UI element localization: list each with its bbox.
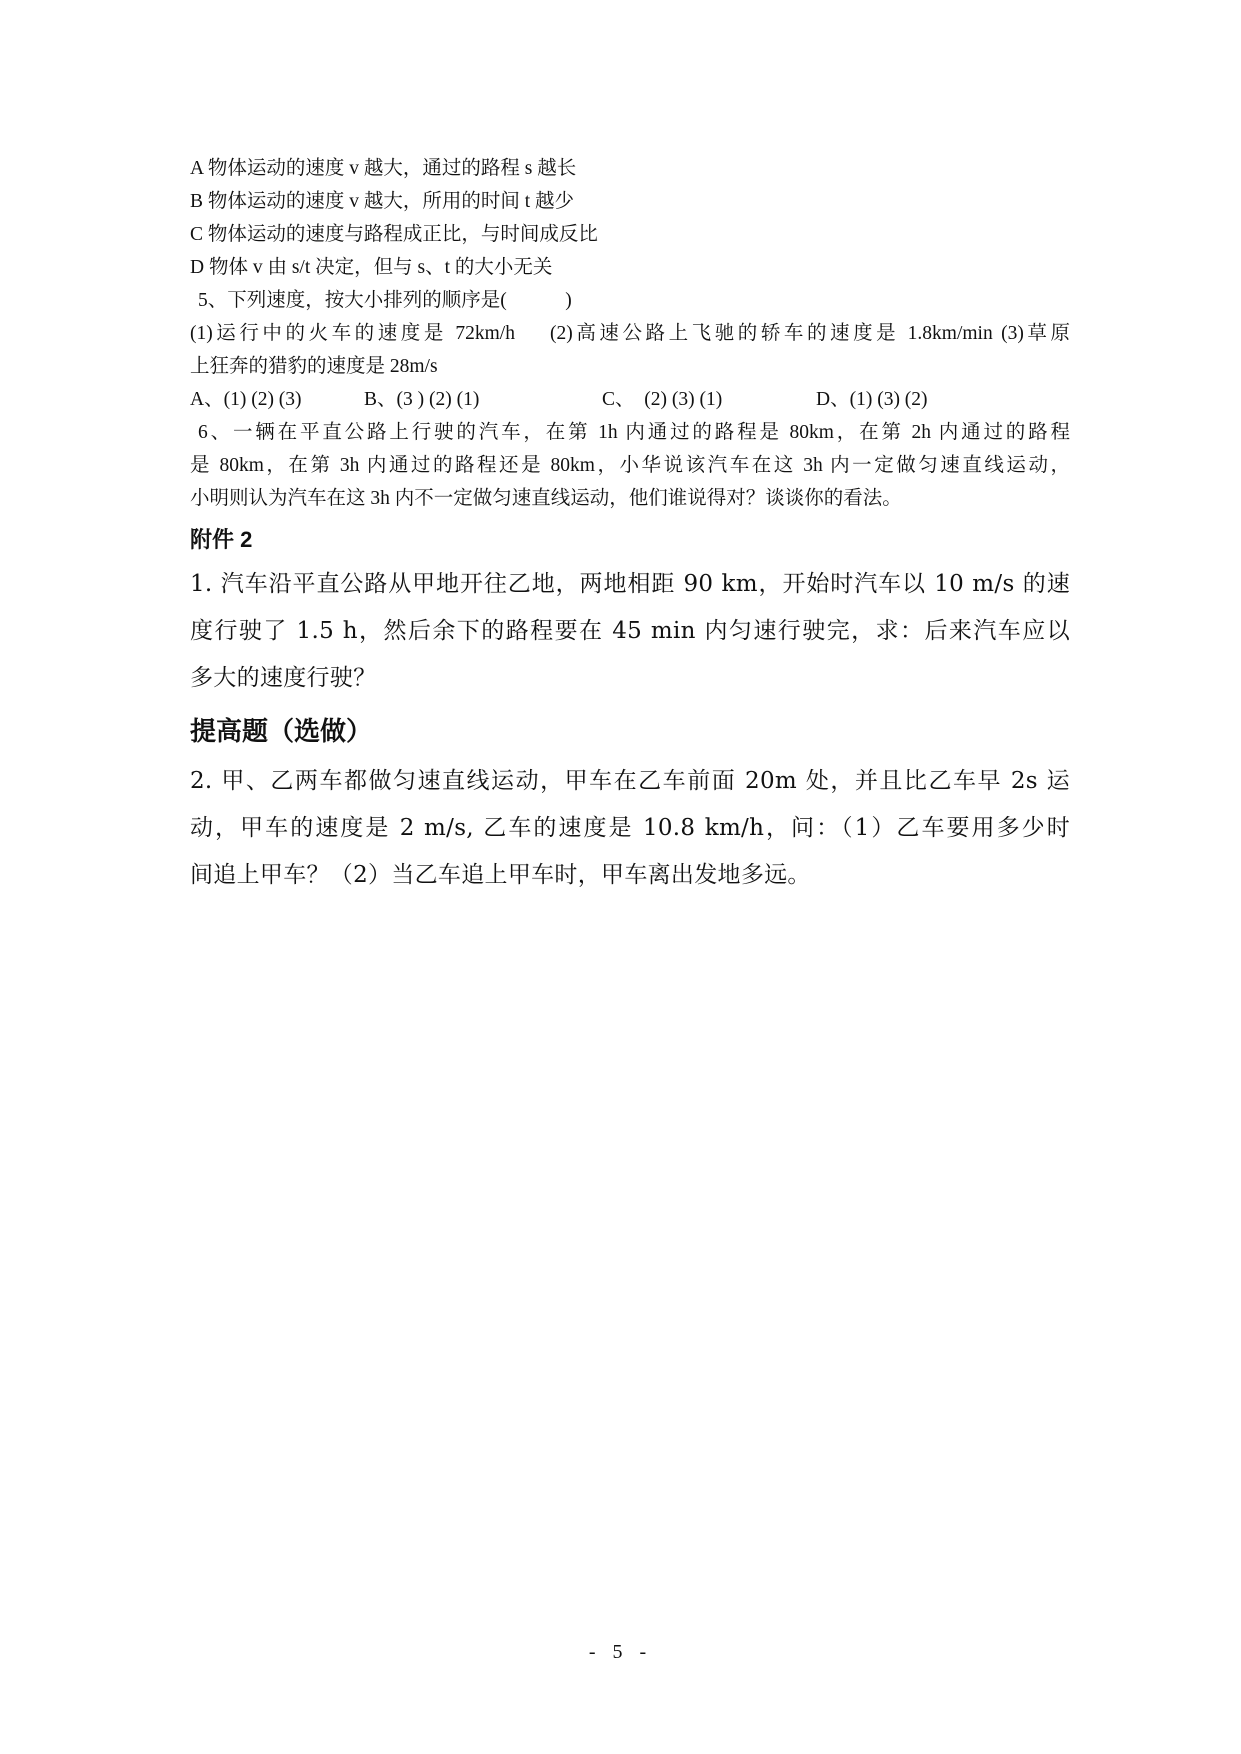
q5-options — [190, 383, 1070, 416]
page-content — [190, 152, 1070, 899]
q4-option-a: A 物体运动的速度 v 越大，通过的路程 s 越长 — [190, 158, 577, 179]
problem-1-line-2: 度行驶了 1.5 h，然后余下的路程要在 45 min 内匀速行驶完，求：后来汽车应以 — [190, 618, 1070, 644]
q5-option-c: C、 (2) (3) (1) — [602, 389, 723, 410]
q4-option-b: B 物体运动的速度 v 越大，所用的时间 t 越少 — [190, 191, 575, 212]
attachment-2-heading: 附件 2 — [190, 527, 253, 552]
q4-option-c: C 物体运动的速度与路程成正比，与时间成反比 — [190, 224, 598, 245]
q5-line-2: 上狂奔的猎豹的速度是 28m/s — [190, 356, 438, 377]
q5-option-d: D、(1) (3) (2) — [816, 389, 928, 410]
q6-line-2: 是 80km，在第 3h 内通过的路程还是 80km，小华说该汽车在这 3h 内一定做匀速直线运动， — [190, 455, 1070, 476]
problem-2-line-3: 间追上甲车？（2）当乙车追上甲车时，甲车离出发地多远。 — [190, 862, 811, 888]
advanced-heading: 提高题（选做） — [190, 716, 373, 746]
q6-line-1: 6、一辆在平直公路上行驶的汽车，在第 1h 内通过的路程是 80km，在第 2h 内通过的路程 — [198, 422, 1070, 443]
page-number: - 5 - — [588, 1641, 653, 1663]
q5-line-1: (1)运行中的火车的速度是 72km/h (2)高速公路上飞驰的轿车的速度是 1.8km/min (3)草原 — [190, 323, 1070, 344]
q5-option-a: A、(1) (2) (3) — [190, 389, 302, 410]
problem-1-line-3: 多大的速度行驶？ — [190, 665, 377, 691]
problem-2-line-2: 动，甲车的速度是 2 m/s, 乙车的速度是 10.8 km/h，问：（1）乙车要用多少时 — [190, 815, 1070, 841]
problem-1-line-1: 1. 汽车沿平直公路从甲地开往乙地，两地相距 90 km，开始时汽车以 10 m/s 的速 — [190, 571, 1070, 597]
q4-option-d: D 物体 v 由 s/t 决定，但与 s、t 的大小无关 — [190, 257, 553, 278]
q5-option-b: B、(3 ) (2) (1) — [364, 389, 480, 410]
q6-line-3: 小明则认为汽车在这 3h 内不一定做匀速直线运动，他们谁说得对？谈谈你的看法。 — [190, 488, 902, 509]
problem-2-line-1: 2. 甲、乙两车都做匀速直线运动，甲车在乙车前面 20m 处，并且比乙车早 2s 运 — [190, 768, 1070, 794]
q5-stem: 5、下列速度，按大小排列的顺序是( ) — [198, 290, 572, 311]
